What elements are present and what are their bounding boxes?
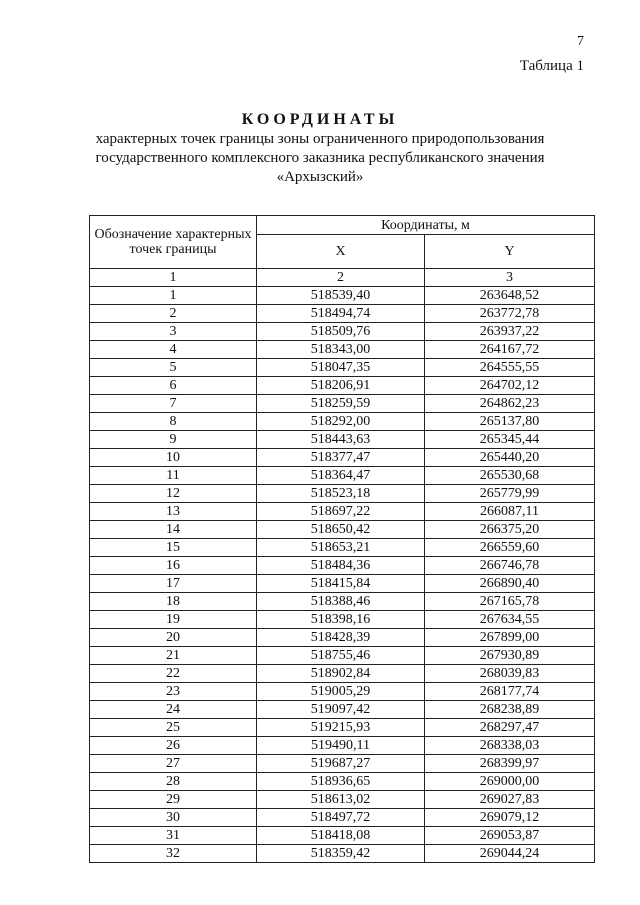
point-number-cell: 11	[90, 467, 257, 485]
point-number-cell: 26	[90, 737, 257, 755]
table-row	[90, 755, 595, 773]
coordinates-table	[89, 215, 595, 863]
y-coordinate-cell: 269044,24	[425, 845, 595, 863]
header-coordinates: Координаты, м	[257, 216, 595, 235]
y-coordinate-cell: 266890,40	[425, 575, 595, 593]
x-coordinate-cell: 518259,59	[257, 395, 425, 413]
y-coordinate-cell: 266559,60	[425, 539, 595, 557]
x-coordinate-cell: 519215,93	[257, 719, 425, 737]
point-number-cell: 27	[90, 755, 257, 773]
point-number-cell: 20	[90, 629, 257, 647]
table-row	[90, 791, 595, 809]
point-number-cell: 30	[90, 809, 257, 827]
y-coordinate-cell: 269027,83	[425, 791, 595, 809]
point-number-cell: 24	[90, 701, 257, 719]
point-number-cell: 14	[90, 521, 257, 539]
x-coordinate-cell: 519687,27	[257, 755, 425, 773]
point-number-cell: 25	[90, 719, 257, 737]
x-coordinate-cell: 519490,11	[257, 737, 425, 755]
y-coordinate-cell: 266746,78	[425, 557, 595, 575]
table-row	[90, 557, 595, 575]
table-row	[90, 647, 595, 665]
point-number-cell: 16	[90, 557, 257, 575]
table-row	[90, 539, 595, 557]
y-coordinate-cell: 267899,00	[425, 629, 595, 647]
header-x: X	[257, 235, 425, 269]
table-row	[90, 413, 595, 431]
table-header-row	[90, 216, 595, 235]
point-number-cell: 8	[90, 413, 257, 431]
column-number: 1	[90, 269, 257, 287]
y-coordinate-cell: 265779,99	[425, 485, 595, 503]
x-coordinate-cell: 518343,00	[257, 341, 425, 359]
x-coordinate-cell: 518755,46	[257, 647, 425, 665]
point-number-cell: 9	[90, 431, 257, 449]
table-row	[90, 683, 595, 701]
y-coordinate-cell: 266375,20	[425, 521, 595, 539]
point-number-cell: 28	[90, 773, 257, 791]
x-coordinate-cell: 518523,18	[257, 485, 425, 503]
y-coordinate-cell: 267165,78	[425, 593, 595, 611]
x-coordinate-cell: 518697,22	[257, 503, 425, 521]
point-number-cell: 6	[90, 377, 257, 395]
point-number-cell: 19	[90, 611, 257, 629]
header-point-designation: Обозначение характерных точек границы	[90, 216, 257, 269]
x-coordinate-cell: 518902,84	[257, 665, 425, 683]
page-number: 7	[577, 34, 584, 49]
x-coordinate-cell: 518418,08	[257, 827, 425, 845]
x-coordinate-cell: 518415,84	[257, 575, 425, 593]
y-coordinate-cell: 268297,47	[425, 719, 595, 737]
x-coordinate-cell: 518398,16	[257, 611, 425, 629]
y-coordinate-cell: 263772,78	[425, 305, 595, 323]
point-number-cell: 2	[90, 305, 257, 323]
document-subtitle-line: «Архызский»	[276, 169, 364, 185]
table-row	[90, 629, 595, 647]
title-block	[0, 110, 640, 187]
y-coordinate-cell: 267634,55	[425, 611, 595, 629]
y-coordinate-cell: 264555,55	[425, 359, 595, 377]
table-row	[90, 485, 595, 503]
y-coordinate-cell: 263648,52	[425, 287, 595, 305]
x-coordinate-cell: 518377,47	[257, 449, 425, 467]
document-subtitle-line: характерных точек границы зоны ограниченного природопользования	[95, 131, 545, 147]
point-number-cell: 18	[90, 593, 257, 611]
table-body	[90, 287, 595, 863]
x-coordinate-cell: 519097,42	[257, 701, 425, 719]
table-row	[90, 449, 595, 467]
point-number-cell: 12	[90, 485, 257, 503]
point-number-cell: 31	[90, 827, 257, 845]
x-coordinate-cell: 518443,63	[257, 431, 425, 449]
point-number-cell: 15	[90, 539, 257, 557]
table-row	[90, 611, 595, 629]
x-coordinate-cell: 518292,00	[257, 413, 425, 431]
y-coordinate-cell: 264862,23	[425, 395, 595, 413]
x-coordinate-cell: 518359,42	[257, 845, 425, 863]
point-number-cell: 5	[90, 359, 257, 377]
x-coordinate-cell: 518494,74	[257, 305, 425, 323]
y-coordinate-cell: 268177,74	[425, 683, 595, 701]
document-title: КООРДИНАТЫ	[241, 111, 399, 128]
table-row	[90, 521, 595, 539]
table-row	[90, 737, 595, 755]
x-coordinate-cell: 518484,36	[257, 557, 425, 575]
document-subtitle-line: государственного комплексного заказника республиканского значения	[95, 150, 545, 166]
point-number-cell: 17	[90, 575, 257, 593]
point-number-cell: 23	[90, 683, 257, 701]
y-coordinate-cell: 269079,12	[425, 809, 595, 827]
y-coordinate-cell: 263937,22	[425, 323, 595, 341]
point-number-cell: 22	[90, 665, 257, 683]
x-coordinate-cell: 518497,72	[257, 809, 425, 827]
point-number-cell: 1	[90, 287, 257, 305]
x-coordinate-cell: 518364,47	[257, 467, 425, 485]
table-row	[90, 575, 595, 593]
y-coordinate-cell: 265137,80	[425, 413, 595, 431]
point-number-cell: 29	[90, 791, 257, 809]
y-coordinate-cell: 264702,12	[425, 377, 595, 395]
table-row	[90, 287, 595, 305]
table-row	[90, 341, 595, 359]
x-coordinate-cell: 518509,76	[257, 323, 425, 341]
point-number-cell: 7	[90, 395, 257, 413]
x-coordinate-cell: 518539,40	[257, 287, 425, 305]
x-coordinate-cell: 518613,02	[257, 791, 425, 809]
column-number-row	[90, 269, 595, 287]
column-number: 2	[257, 269, 425, 287]
table-row	[90, 377, 595, 395]
y-coordinate-cell: 268338,03	[425, 737, 595, 755]
y-coordinate-cell: 265440,20	[425, 449, 595, 467]
y-coordinate-cell: 268039,83	[425, 665, 595, 683]
x-coordinate-cell: 518936,65	[257, 773, 425, 791]
table-row	[90, 305, 595, 323]
x-coordinate-cell: 518653,21	[257, 539, 425, 557]
table-row	[90, 719, 595, 737]
table-row	[90, 467, 595, 485]
table-row	[90, 809, 595, 827]
table-row	[90, 827, 595, 845]
x-coordinate-cell: 518650,42	[257, 521, 425, 539]
y-coordinate-cell: 265530,68	[425, 467, 595, 485]
header-y: Y	[425, 235, 595, 269]
column-number: 3	[425, 269, 595, 287]
point-number-cell: 21	[90, 647, 257, 665]
table-row	[90, 665, 595, 683]
y-coordinate-cell: 264167,72	[425, 341, 595, 359]
table-row	[90, 323, 595, 341]
x-coordinate-cell: 518206,91	[257, 377, 425, 395]
y-coordinate-cell: 265345,44	[425, 431, 595, 449]
table-caption: Таблица 1	[519, 58, 584, 74]
point-number-cell: 10	[90, 449, 257, 467]
y-coordinate-cell: 269053,87	[425, 827, 595, 845]
table-row	[90, 503, 595, 521]
y-coordinate-cell: 268399,97	[425, 755, 595, 773]
x-coordinate-cell: 518428,39	[257, 629, 425, 647]
point-number-cell: 3	[90, 323, 257, 341]
table-row	[90, 701, 595, 719]
table-row	[90, 773, 595, 791]
table-row	[90, 593, 595, 611]
y-coordinate-cell: 269000,00	[425, 773, 595, 791]
x-coordinate-cell: 518047,35	[257, 359, 425, 377]
point-number-cell: 32	[90, 845, 257, 863]
table-row	[90, 845, 595, 863]
x-coordinate-cell: 518388,46	[257, 593, 425, 611]
table-row	[90, 431, 595, 449]
point-number-cell: 4	[90, 341, 257, 359]
y-coordinate-cell: 267930,89	[425, 647, 595, 665]
y-coordinate-cell: 266087,11	[425, 503, 595, 521]
y-coordinate-cell: 268238,89	[425, 701, 595, 719]
table-row	[90, 359, 595, 377]
x-coordinate-cell: 519005,29	[257, 683, 425, 701]
point-number-cell: 13	[90, 503, 257, 521]
table-row	[90, 395, 595, 413]
